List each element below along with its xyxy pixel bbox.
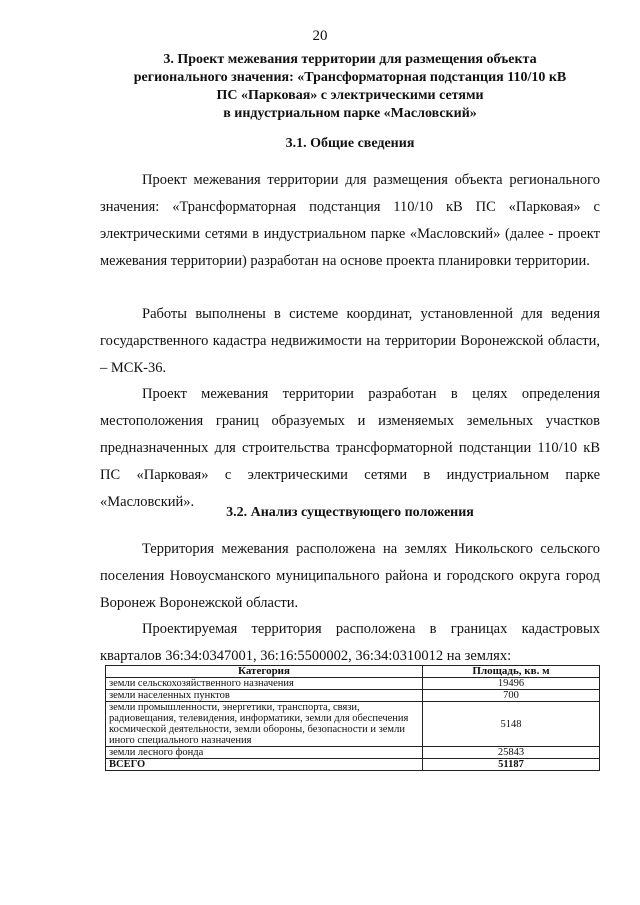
section-1-paragraph-2: Работы выполнены в системе координат, установленной для ведения государственного кадастра недвижимости на территории Воронежской области, – МСК-36. <box>100 305 600 376</box>
area-cell: 5148 <box>423 702 600 747</box>
section-2-title: 3.2. Анализ существующего положения <box>226 505 474 520</box>
category-cell: земли промышленности, энергетики, транспорта, связи, радиовещания, телевидения, информатики, земли для обеспечения космической деятельности, земли обороны, безопасности и земли иного специального назначения <box>106 702 423 747</box>
area-header: Площадь, кв. м <box>423 666 600 678</box>
section-1-title: 3.1. Общие сведения <box>285 136 415 151</box>
section-1-paragraph-3: Проект межевания территории разработан в целях определения местоположения границ образуемых и изменяемых земельных участков предназначенных для строительства трансформаторной подстанции 110/10 кВ ПС «Парковая» с электрическими сетями в индустриальном парке «Масловский». <box>100 385 600 510</box>
heading-line: в индустриальном парке «Масловский» <box>223 106 477 121</box>
table-row <box>106 678 600 690</box>
table-row <box>106 702 600 747</box>
page-number: 20 <box>312 28 328 44</box>
section-2-paragraph-2: Проектируемая территория расположена в границах кадастровых кварталов 36:34:0347001, 36:16:5500002, 36:34:0310012 на землях: <box>100 620 600 664</box>
category-cell: земли населенных пунктов <box>106 690 423 702</box>
heading-line: регионального значения: «Трансформаторная подстанция 110/10 кВ <box>133 70 567 85</box>
section-2-paragraph-1: Территория межевания расположена на землях Никольского сельского поселения Новоусманского муниципального района и городского округа город Воронеж Воронежской области. <box>100 540 600 611</box>
table-row <box>106 690 600 702</box>
area-cell: 700 <box>423 690 600 702</box>
section-1-paragraph-1: Проект межевания территории для размещения объекта регионального значения: «Трансформаторная подстанция 110/10 кВ ПС «Парковая» с электрическими сетями в индустриальном парке «Масловский» (далее - проект межевания территории) разработан на основе проекта планировки территории. <box>100 171 600 269</box>
table-total-row <box>106 759 600 771</box>
area-cell: 25843 <box>423 747 600 759</box>
category-cell: земли сельскохозяйственного назначения <box>106 678 423 690</box>
document-heading <box>100 51 600 123</box>
area-cell: 19496 <box>423 678 600 690</box>
table-header-row <box>106 666 600 678</box>
land-category-table <box>105 665 600 771</box>
category-header: Категория <box>106 666 423 678</box>
total-label: ВСЕГО <box>106 759 423 771</box>
category-cell: земли лесного фонда <box>106 747 423 759</box>
heading-line: ПС «Парковая» с электрическими сетями <box>216 88 484 103</box>
table-row <box>106 747 600 759</box>
total-area: 51187 <box>423 759 600 771</box>
heading-line: 3. Проект межевания территории для размещения объекта <box>163 52 537 67</box>
